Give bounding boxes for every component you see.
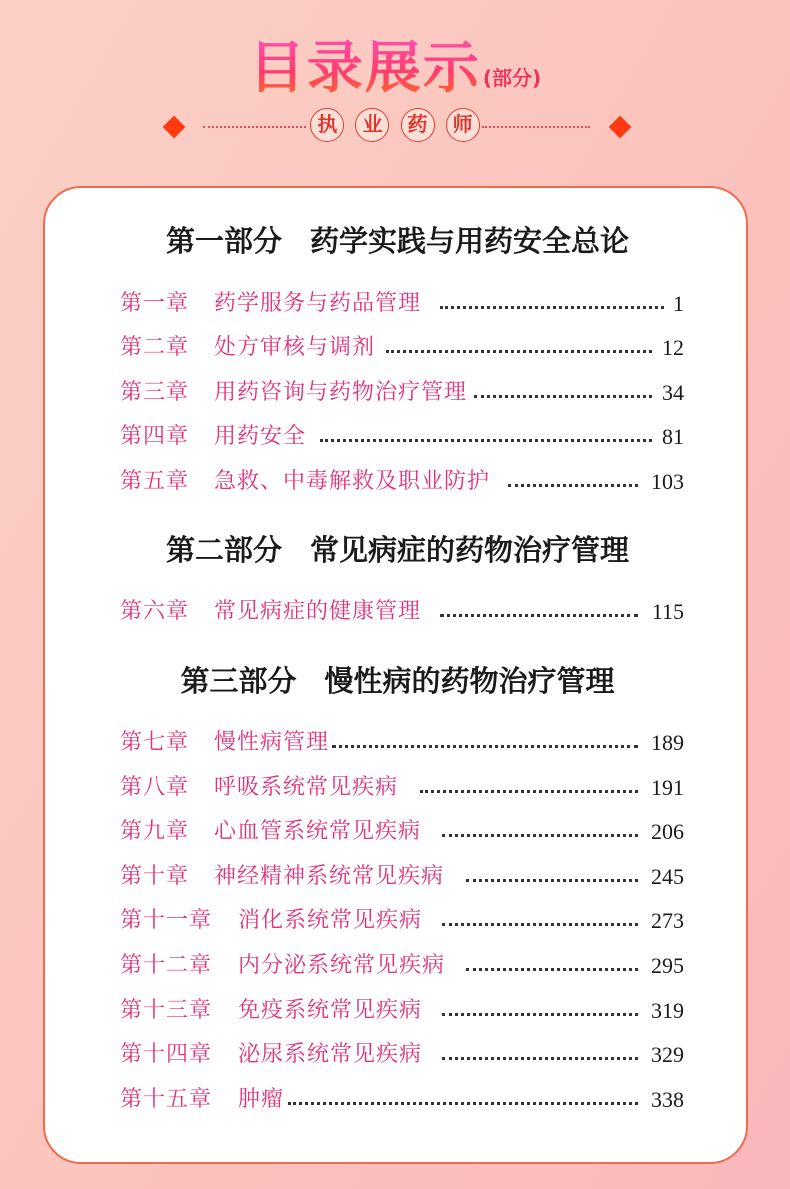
dot-leader	[420, 790, 638, 793]
chapter-name: 急救、中毒解救及职业防护	[214, 469, 491, 494]
page-number: 191	[651, 775, 684, 800]
toc-entry[interactable]	[120, 287, 684, 321]
toc-entry[interactable]	[120, 904, 684, 938]
dot-leader	[442, 923, 638, 926]
toc-entry[interactable]	[120, 860, 684, 894]
toc-entry[interactable]	[120, 376, 684, 410]
toc-entry[interactable]	[120, 1083, 684, 1117]
page-number: 206	[651, 819, 684, 844]
decorative-divider	[0, 108, 790, 146]
chapter-name: 神经精神系统常见疾病	[214, 864, 445, 889]
dot-leader	[320, 439, 652, 442]
page-number: 273	[651, 908, 684, 933]
dot-leader	[386, 350, 652, 353]
page-number: 12	[662, 335, 684, 360]
dot-leader	[442, 1013, 638, 1016]
page-number: 319	[651, 998, 684, 1023]
chapter-number: 第十三章	[120, 998, 213, 1023]
dot-leader	[440, 306, 664, 309]
dot-leader	[288, 1102, 638, 1105]
part-title: 慢性病的药物治疗管理	[324, 664, 615, 698]
chapter-number: 第三章	[120, 380, 190, 405]
chapter-name: 处方审核与调剂	[214, 335, 376, 360]
chapter-name: 消化系统常见疾病	[238, 908, 423, 933]
page-number: 295	[651, 953, 684, 978]
page-number: 245	[651, 864, 684, 889]
chapter-number: 第一章	[120, 291, 190, 316]
page-number: 329	[651, 1042, 684, 1067]
toc-entry[interactable]	[120, 771, 684, 805]
chapter-number: 第四章	[120, 424, 190, 449]
dot-leader	[440, 614, 638, 617]
dot-leader	[442, 834, 638, 837]
badge-char: 业	[355, 108, 389, 142]
chapter-name: 泌尿系统常见疾病	[238, 1042, 423, 1067]
chapter-name: 肿瘤	[238, 1087, 285, 1112]
chapter-number: 第六章	[120, 599, 190, 624]
toc-entry[interactable]	[120, 331, 684, 365]
title-main: 目录展示	[248, 36, 481, 101]
chapter-name: 免疫系统常见疾病	[238, 998, 423, 1023]
page-title	[0, 24, 790, 104]
chapter-number: 第九章	[120, 819, 190, 844]
part-title: 常见病症的药物治疗管理	[310, 533, 630, 567]
chapter-name: 慢性病管理	[214, 730, 330, 755]
dot-leader	[508, 484, 638, 487]
toc-entry[interactable]	[120, 815, 684, 849]
toc-card	[43, 186, 748, 1164]
chapter-name: 用药咨询与药物治疗管理	[214, 380, 468, 405]
chapter-number: 第二章	[120, 335, 190, 360]
toc-entry[interactable]	[120, 465, 684, 499]
part-title: 药学实践与用药安全总论	[310, 224, 630, 258]
chapter-number: 第十一章	[120, 908, 213, 933]
chapter-number: 第五章	[120, 469, 190, 494]
toc-entry[interactable]	[120, 1038, 684, 1072]
toc-entry[interactable]	[120, 949, 684, 983]
page-number: 103	[651, 469, 684, 494]
page-number: 189	[651, 730, 684, 755]
part-label: 第一部分	[165, 224, 282, 258]
dot-leader	[332, 745, 638, 748]
page-number: 81	[662, 424, 684, 449]
title-subtitle: (部分)	[482, 66, 542, 90]
dot-leader	[474, 395, 652, 398]
chapter-number: 第八章	[120, 775, 190, 800]
toc-entry[interactable]	[120, 994, 684, 1028]
chapter-number: 第十五章	[120, 1087, 213, 1112]
page-number: 115	[651, 599, 684, 624]
toc-entry[interactable]	[120, 726, 684, 760]
toc-entry[interactable]	[120, 420, 684, 454]
page-number: 1	[673, 291, 684, 316]
chapter-name: 用药安全	[214, 424, 307, 449]
dot-leader	[442, 1057, 638, 1060]
chapter-number: 第十二章	[120, 953, 213, 978]
chapter-name: 心血管系统常见疾病	[214, 819, 422, 844]
chapter-number: 第七章	[120, 730, 190, 755]
toc-entry[interactable]	[120, 595, 684, 629]
badge-char: 执	[310, 108, 344, 142]
badge-row	[0, 108, 790, 142]
chapter-name: 内分泌系统常见疾病	[238, 953, 446, 978]
dot-leader	[466, 879, 638, 882]
part-heading	[45, 528, 750, 569]
part-label: 第二部分	[165, 533, 282, 567]
badge-char: 师	[446, 108, 480, 142]
dot-leader	[466, 968, 638, 971]
chapter-number: 第十章	[120, 864, 190, 889]
page-number: 338	[651, 1087, 684, 1112]
part-label: 第三部分	[180, 664, 297, 698]
part-heading	[45, 219, 750, 260]
chapter-name: 药学服务与药品管理	[214, 291, 422, 316]
part-heading	[45, 659, 750, 700]
chapter-name: 呼吸系统常见疾病	[214, 775, 399, 800]
chapter-number: 第十四章	[120, 1042, 213, 1067]
badge-char: 药	[401, 108, 435, 142]
page-number: 34	[662, 380, 684, 405]
chapter-name: 常见病症的健康管理	[214, 599, 422, 624]
